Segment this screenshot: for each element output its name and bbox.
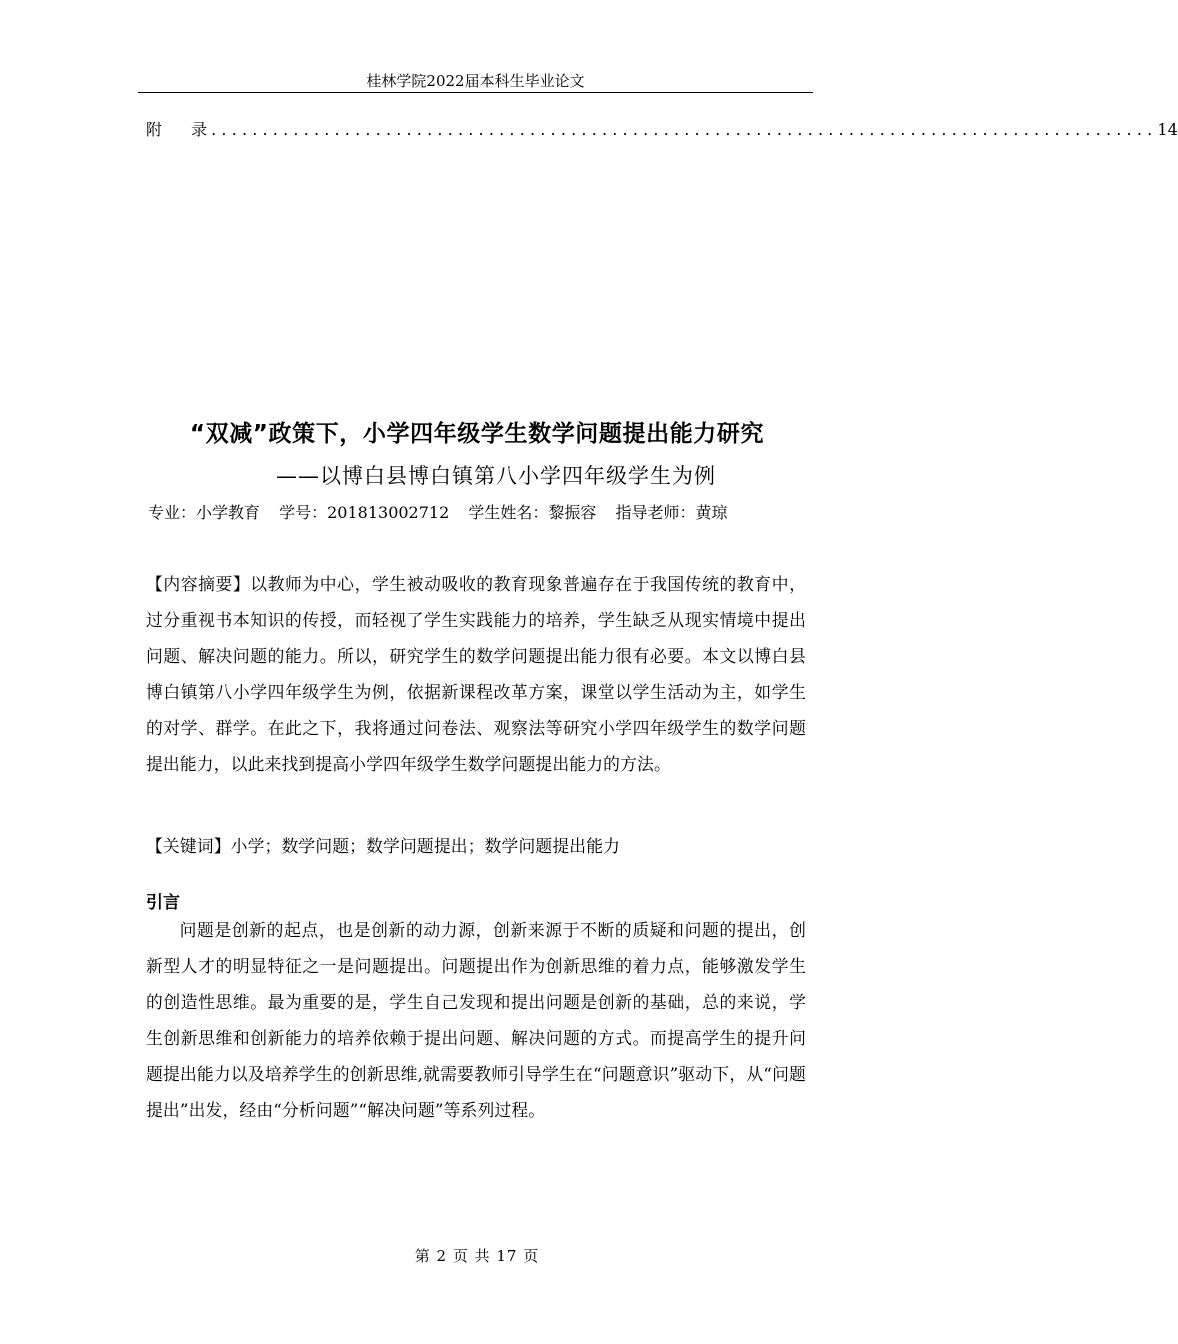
abstract-paragraph: 【内容摘要】以教师为中心，学生被动吸收的教育现象普遍存在于我国传统的教育中，过分重视书本知识的传授，而轻视了学生实践能力的培养，学生缺乏从现实情境中提出问题、解决问题的能力。所以，研究学生的数学问题提出能力很有必要。本文以博白县博白镇第八小学四年级学生为例，依据新课程改革方案，课堂以学生活动为主，如学生的对学、群学。在此之下，我将通过问卷法、观察法等研究小学四年级学生的数学问题提出能力，以此来找到提高小学四年级学生数学问题提出能力的方法。 (146, 574, 806, 774)
toc-leader-dots: ............................................................................................ (211, 120, 1158, 139)
header-rule (138, 92, 813, 93)
page-header: 桂林学院2022届本科生毕业论文 (366, 72, 585, 90)
advisor-label: 指导老师：黄琼 (615, 503, 728, 522)
student-id-label: 学号：201813002712 (279, 503, 450, 522)
intro-paragraph: 问题是创新的起点，也是创新的动力源，创新来源于不断的质疑和问题的提出，创新型人才的明显特征之一是问题提出。问题提出作为创新思维的着力点，能够激发学生的创造性思维。最为重要的是，学生自己发现和提出问题是创新的基础，总的来说，学生创新思维和创新能力的培养依赖于提出问题、解决问题的方式。而提高学生的提升问题提出能力以及培养学生的创新思维,就需要教师引导学生在“问题意识”驱动下，从“问题提出”出发，经由“分析问题”“解决问题”等系列过程。 (146, 920, 806, 1120)
author-info (148, 500, 808, 526)
keywords-paragraph: 【关键词】小学；数学问题；数学问题提出；数学问题提出能力 (146, 836, 621, 856)
intro-heading: 引言 (146, 893, 180, 913)
toc-entry-label: 附 录 (146, 120, 220, 139)
toc-entry-appendix[interactable] (146, 120, 1178, 140)
paper-subtitle: ——以博白县博白镇第八小学四年级学生为例 (276, 464, 716, 488)
student-name-label: 学生姓名：黎振容 (468, 503, 597, 522)
page-footer: 第 2 页 共 17 页 (414, 1247, 540, 1265)
toc-page-number: 14 (1157, 120, 1178, 139)
major-label: 专业：小学教育 (148, 503, 261, 522)
paper-title: “双减”政策下，小学四年级学生数学问题提出能力研究 (189, 421, 765, 447)
